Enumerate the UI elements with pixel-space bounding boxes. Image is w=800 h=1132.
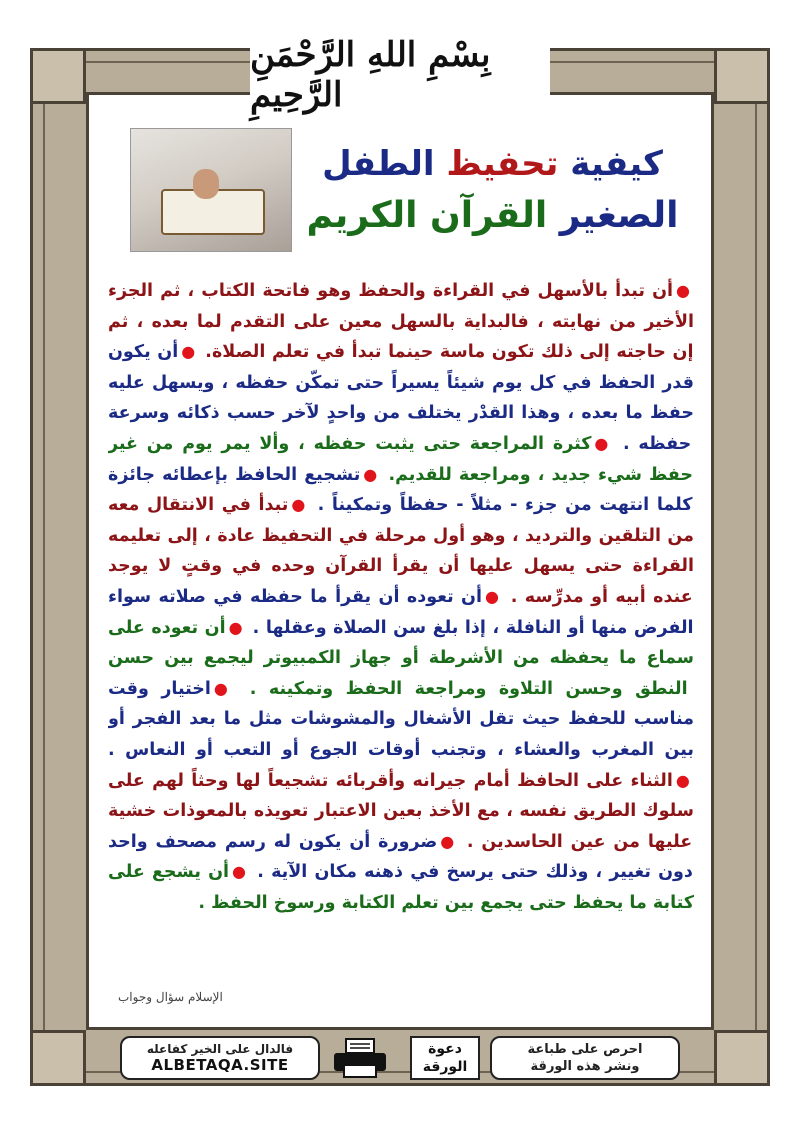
printer-icon	[325, 1036, 395, 1080]
quran-reading-photo	[130, 128, 292, 252]
title-word-tahfeez: تحفيظ	[446, 144, 559, 184]
bullet-icon: ●	[440, 831, 456, 851]
logo-word-1: دعوة	[428, 1041, 462, 1057]
print-notice-line-2: ونشر هذه الورقة	[530, 1059, 640, 1074]
site-url[interactable]: ALBETAQA.SITE	[151, 1056, 289, 1074]
bullet-icon: ●	[594, 433, 612, 453]
tip-9: الثناء على الحافظ أمام جيرانه وأقربائه تشجيعاً لها وحثاً لهم على سلوك الطريق نفسه ، مع الأخذ بعين الاعتبار تعويذه بالمعوذات خشية عليها من عين الحاسدين .	[108, 770, 694, 852]
basmala-calligraphy: بِسْمِ اللهِ الرَّحْمَنِ الرَّحِيمِ	[250, 40, 550, 110]
tip-6: أن تعوده أن يقرأ ما حفظه في صلاته سواء الفرض منها أو النافلة ، إذا بلغ سن الصلاة وعقلها .	[108, 586, 694, 638]
frame-corner-top-right	[714, 48, 770, 104]
article-body	[108, 276, 694, 1016]
title-word-quran: القرآن الكريم	[306, 195, 548, 236]
bullet-icon: ●	[228, 617, 244, 637]
print-notice-box	[490, 1036, 680, 1080]
tip-11: أن يشجع على كتابة ما يحفظ حتى يجمع بين تعلم الكتابة ورسوخ الحفظ .	[108, 862, 694, 913]
site-slogan: فالدال على الخير كفاعله	[146, 1042, 294, 1056]
tip-5: تبدأ في الانتقال معه من التلقين والترديد ، وهو أول مرحلة في التحفيظ عادة ، إلى تعليمه القراءة حتى يسهل عليها أن يقرأ القرآن وحده في وقتٍ لا يوجد عنده أبيه أو مدرِّسه .	[108, 495, 694, 607]
logo-word-2: الورقة	[422, 1059, 468, 1075]
title-word-tifl: الطفل	[322, 144, 435, 184]
tip-4: تشجيع الحافظ بإعطائه جائزة كلما انتهت من جزء - مثلاً - حفظاً وتمكيناً .	[108, 464, 693, 516]
frame-corner-bottom-right	[714, 1030, 770, 1086]
tip-2: أن يكون قدر الحفظ في كل يوم شيئاً يسيراً حتى تمكّن حفظه ، ويسهل عليه حفظ ما بعده ، وهذا القدْر يختلف من واحدٍ لآخر حسب ذكائه وسرعة حفظه .	[108, 342, 694, 454]
bullet-icon: ●	[676, 281, 691, 300]
title-word-sagheer: الصغير	[559, 195, 679, 236]
tip-1: أن تبدأ بالأسهل في القراءة والحفظ وهو فاتحة الكتاب ، ثم الجزء الأخير من نهايته ، فالبداية بالسهل معين على التقدم لما بعده ، ثم إن حاجته إلى ذلك تكون ماسة حينما تبدأ في تعلم الصلاة.	[108, 281, 694, 363]
site-box[interactable]	[120, 1036, 320, 1080]
bullet-icon: ●	[291, 495, 307, 515]
page-title	[300, 140, 685, 250]
tip-3: كثرة المراجعة حتى يثبت حفظه ، وألا يمر يوم من غير حفظ شيء جديد ، ومراجعة للقديم.	[108, 433, 693, 485]
bullet-icon: ●	[181, 342, 196, 362]
print-notice-line-1: احرص على طباعة	[527, 1042, 643, 1057]
title-word-kayfiya: كيفية	[570, 144, 663, 184]
bullet-icon: ●	[363, 464, 379, 484]
tip-10: ضرورة أن يكون له رسم مصحف واحد دون تغيير ، وذلك حتى يرسخ في ذهنه مكان الآية .	[108, 831, 693, 883]
footer-bar	[120, 1036, 680, 1080]
dawa-logo	[410, 1036, 480, 1080]
tip-8: اختيار وقت مناسب للحفظ حيث تقل الأشغال والمشوشات مثل ما بعد الفجر أو بين المغرب والعشاء ، وتجنب أوقات الجوع أو التعب أو النعاس .	[108, 678, 694, 760]
bullet-icon: ●	[213, 678, 235, 698]
frame-corner-bottom-left	[30, 1030, 86, 1086]
tip-7: أن تعوده على سماع ما يحفظه من الأشرطة أو جهاز الكمبيوتر ليجمع بين حسن النطق وحسن التلاوة ومراجعة الحفظ وتمكينه .	[108, 617, 694, 699]
title-line-2	[300, 188, 685, 244]
hand-shape	[193, 169, 219, 199]
title-line-1	[300, 140, 685, 188]
bullet-icon: ●	[675, 770, 691, 790]
bullet-icon: ●	[232, 862, 248, 882]
bullet-icon: ●	[485, 586, 501, 606]
frame-corner-top-left	[30, 48, 86, 104]
source-credit: الإسلام سؤال وجواب	[118, 990, 223, 1004]
